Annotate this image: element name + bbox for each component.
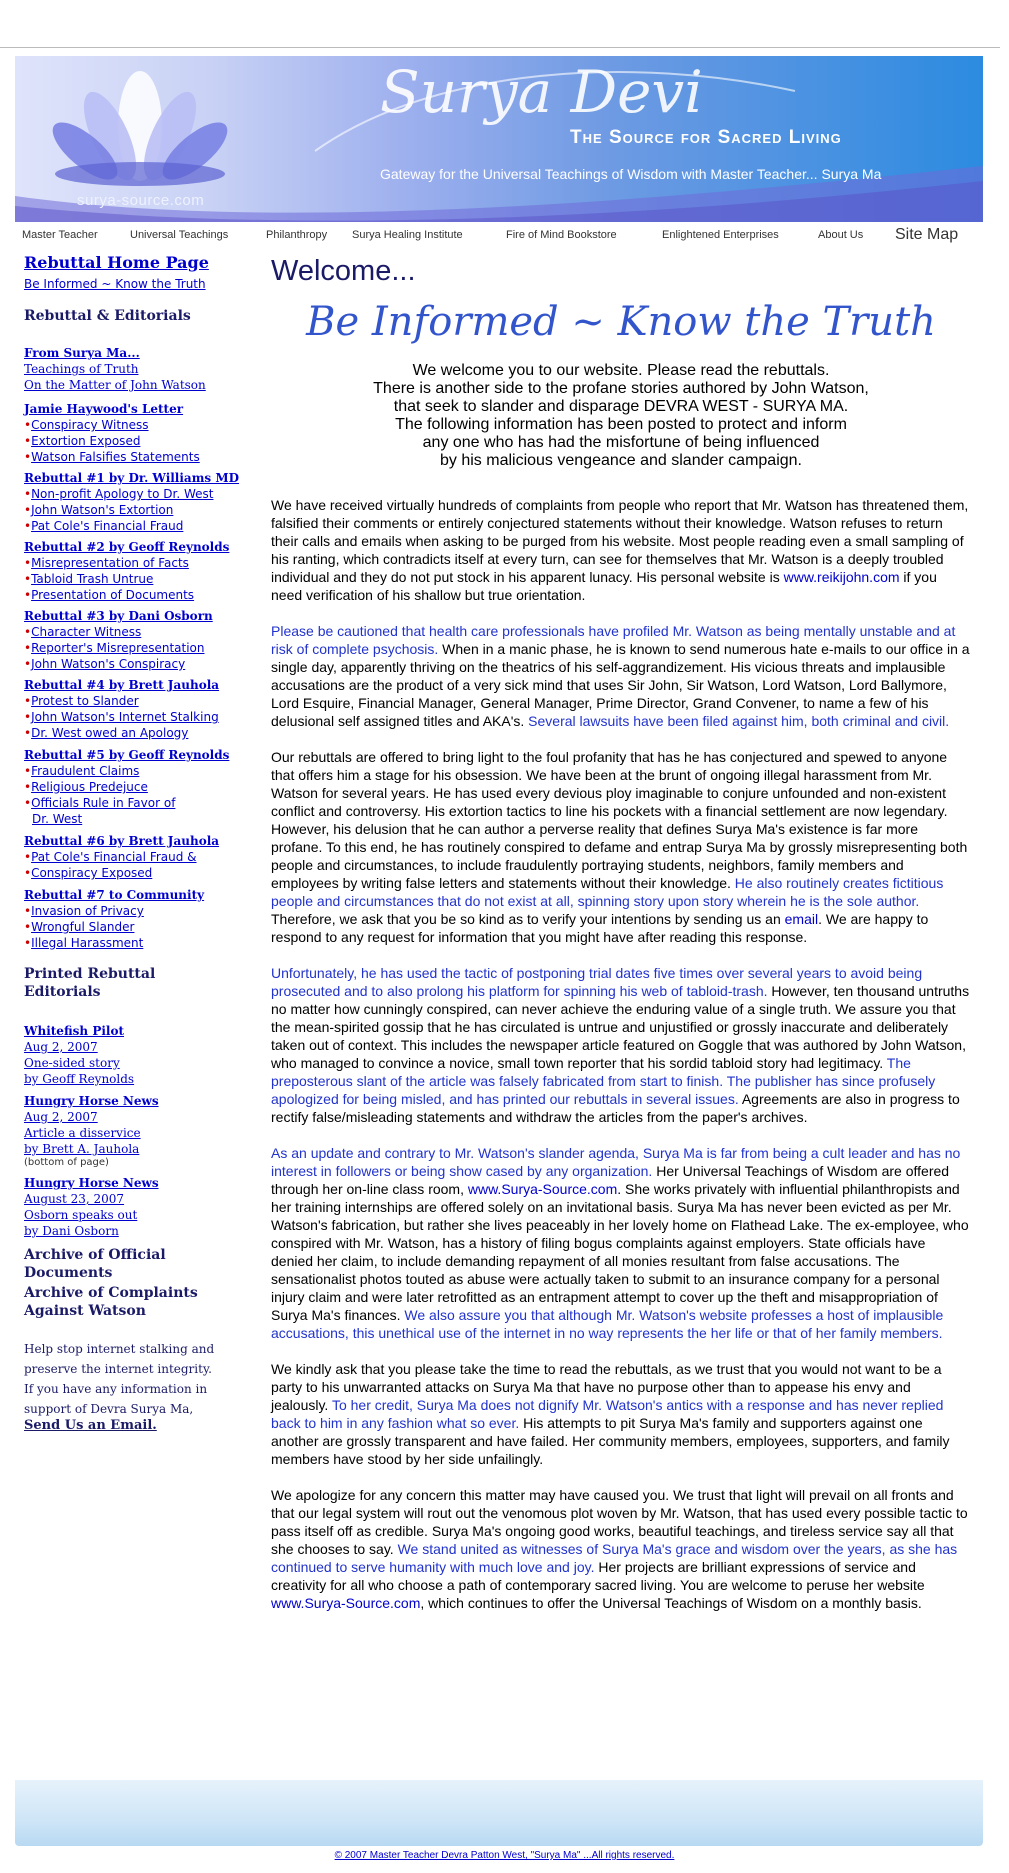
reikijohn-link[interactable]: www.reikijohn.com <box>783 569 900 585</box>
paragraph-1 <box>271 496 971 604</box>
brand-gateway: Gateway for the Universal Teachings of Wisdom with Master Teacher... Surya Ma <box>380 166 882 182</box>
paragraph-7 <box>271 1486 971 1612</box>
group-title[interactable]: Rebuttal #6 by Brett Jauhola <box>24 834 220 848</box>
rebuttal-group <box>24 677 254 741</box>
brand-tagline: The Source for Sacred Living <box>570 127 842 148</box>
rebuttal-group <box>24 401 254 465</box>
group-link[interactable]: Watson Falsifies Statements <box>31 450 200 464</box>
group-item: •Non-profit Apology to Dr. West <box>24 487 214 501</box>
welcome-heading: Welcome... <box>271 255 416 287</box>
group-link[interactable]: Pat Cole's Financial Fraud <box>31 519 184 533</box>
nav-fire-of-mind-bookstore[interactable]: Fire of Mind Bookstore <box>506 229 617 241</box>
nav-site-map[interactable]: Site Map <box>895 226 959 243</box>
intro-line: any one who has had the misfortune of being influenced <box>422 434 820 451</box>
highlight-run: As an update and contrary to Mr. Watson's slander agenda, Surya Ma is far from being a cult leader and has no interest in followers or being show cased by any organization. <box>271 1145 961 1179</box>
nav-about-us[interactable]: About Us <box>818 229 864 241</box>
main-content <box>271 254 971 1612</box>
printed-line[interactable]: by Dani Osborn <box>24 1224 119 1238</box>
group-title[interactable]: Rebuttal #1 by Dr. Williams MD <box>24 471 240 485</box>
group-link[interactable]: Dr. West owed an Apology <box>31 726 189 740</box>
slogan-heading: Be Informed ~ Know the Truth <box>306 299 936 345</box>
brand-title: Surya Devi <box>380 58 703 126</box>
intro-line: We welcome you to our website. Please read the rebuttals. <box>412 362 830 379</box>
surya-group-title[interactable]: From Surya Ma... <box>24 346 140 360</box>
nav-enlightened-enterprises[interactable]: Enlightened Enterprises <box>662 229 779 241</box>
group-link[interactable]: Tabloid Trash Untrue <box>31 572 154 586</box>
printed-line[interactable]: Osborn speaks out <box>24 1208 138 1222</box>
text-run: if you need verification of his shallow but true orientation. <box>271 569 937 603</box>
printed-line[interactable]: by Geoff Reynolds <box>24 1072 135 1086</box>
group-item: •Extortion Exposed <box>24 434 141 448</box>
group-link[interactable]: Illegal Harassment <box>31 936 144 950</box>
top-navigation <box>22 226 982 248</box>
printed-line[interactable]: Aug 2, 2007 <box>24 1040 98 1054</box>
footer-wave <box>15 1780 983 1846</box>
highlight-run: We stand united as witnesses of Surya Ma's grace and wisdom over the years, as she has continued to serve humanity with much love and joy. <box>271 1541 958 1575</box>
copyright-link[interactable]: © 2007 Master Teacher Devra Patton West, "Surya Ma" ...All rights reserved. <box>334 1850 675 1861</box>
group-link[interactable]: Wrongful Slander <box>31 920 135 934</box>
email-link[interactable]: email <box>784 911 819 927</box>
rebuttal-group <box>24 608 254 672</box>
group-link[interactable]: John Watson's Extortion <box>31 503 174 517</box>
paragraph-4 <box>271 964 971 1126</box>
printed-heading: Printed Rebuttal Editorials <box>24 966 156 1000</box>
surya-group <box>24 345 254 393</box>
group-link[interactable]: John Watson's Internet Stalking <box>31 710 219 724</box>
paragraph-5 <box>271 1144 971 1342</box>
printed-title[interactable]: Whitefish Pilot <box>24 1024 125 1038</box>
group-title[interactable]: Rebuttal #2 by Geoff Reynolds <box>24 540 230 554</box>
printed-line[interactable]: Aug 2, 2007 <box>24 1110 98 1124</box>
text-run: . She works privately with influential philanthropists and her training internships are offered solely on an invitational basis. Surya Ma has never been evicted as per Mr. Watson's fabrication, but rather she lives peaceably in her lovely home on Flathead Lake. The ex-employee, who conspired with Mr. Watson, has a history of filing bogus complaints against employers. State officials have denied her claim, to include demanding repayment of all monies resultant from false accusations. The sensationalist photos touted as abuse were actually taken to submit to an insurance company for a personal injury claim and were later retrofitted as an entrapment attempt to cover up the theft and misappropriation of Surya Ma's finances. <box>271 1181 969 1323</box>
group-item: •Reporter's Misrepresentation <box>24 641 205 655</box>
group-item: •Protest to Slander <box>24 694 139 708</box>
group-link[interactable]: Extortion Exposed <box>31 434 141 448</box>
intro-line: The following information has been posted to protect and inform <box>395 416 847 433</box>
text-run: His attempts to pit Surya Ma's family and supporters against one another are grossly transparent and have failed. Her community members, employees, supporters, and family members have stood by her side unfailingly. <box>271 1415 950 1467</box>
rebuttal-group <box>24 887 254 951</box>
know-truth-link[interactable]: Be Informed ~ Know the Truth <box>24 277 206 291</box>
text-run: Therefore, we ask that you be so kind as to verify your intentions by sending us an <box>271 911 785 927</box>
paragraph-2 <box>271 622 971 730</box>
group-item: •Conspiracy Witness <box>24 418 149 432</box>
surya-line[interactable]: On the Matter of John Watson <box>24 378 206 392</box>
group-title[interactable]: Rebuttal #7 to Community <box>24 888 205 902</box>
highlight-run: He also routinely creates fictitious people and circumstances that do not exist at all, spinning story upon story wherein he is the sole author. <box>271 875 944 909</box>
printed-item <box>24 1093 254 1169</box>
text-run: Her projects are brilliant expressions of service and creativity for all who choose a path of contemporary sacred living. You are welcome to peruse her website <box>271 1559 925 1593</box>
surya-source-link[interactable]: www.Surya-Source.com <box>467 1181 618 1197</box>
lotus-logo-icon <box>35 56 245 196</box>
group-link[interactable]: Religious Predejuce <box>31 780 148 794</box>
send-email-link[interactable]: Send Us an Email. <box>24 1418 157 1433</box>
text-run: However, ten thousand untruths no matter how cunningly conspired, can never achieve the enduring value of a single truth. We assure you that the mean-spirited gossip that he has circulated is untrue and unjustified or grossly inaccurate and deliberately taken out of context. This includes the newspaper article featured on Goggle that was authored by John Watson, who managed to convince a novice, small town reporter that his sordid tabloid story had legitimacy. <box>271 983 970 1071</box>
group-link[interactable]: Misrepresentation of Facts <box>31 556 189 570</box>
group-item: •Misrepresentation of Facts <box>24 556 189 570</box>
group-item: •Officials Rule in Favor of Dr. West <box>24 796 176 826</box>
text-run: Our rebuttals are offered to bring light to the foul profanity that has he has conjectured and spewed to anyone that offers him a stage for his obsession. We have been at the brunt of ongoing illegal harassment from Mr. Watson for several years. He has used every devious ploy imaginable to conjure unfounded and non-existent conflict and controversy. His extortion tactics to line his pockets with a financial settlement are now legendary. However, his delusion that he can author a perverse reality that defines Surya Ma's existence is far more profane. To this end, he has routinely conspired to defame and entrap Surya Ma by grossly misrepresenting both people and circumstances, to include fraudulently portraying students, neighbors, family members and employees by writing false letters and statements without their knowledge. <box>271 749 968 891</box>
group-item: •Character Witness <box>24 625 142 639</box>
group-item: •Conspiracy Exposed <box>24 866 153 880</box>
rebuttal-group <box>24 470 254 534</box>
group-item: •Dr. West owed an Apology <box>24 726 189 740</box>
group-item: •Fraudulent Claims <box>24 764 140 778</box>
group-link[interactable]: John Watson's Conspiracy <box>31 657 186 671</box>
group-title[interactable]: Jamie Haywood's Letter <box>24 402 184 416</box>
highlight-run: Unfortunately, he has used the tactic of postponing trial dates five times over several years to avoid being prosecuted and to also prolong his platform for spinning his web of tabloid-trash. <box>271 965 923 999</box>
rebuttals-heading: Rebuttal & Editorials <box>24 308 191 324</box>
printed-item <box>24 1175 254 1239</box>
group-link[interactable]: Fraudulent Claims <box>31 764 140 778</box>
archive-docs-link[interactable]: Archive of Official Documents <box>24 1247 166 1281</box>
text-run: We kindly ask that you please take the time to read the rebuttals, as we trust that you would not want to be a party to his unwarranted attacks on Surya Ma that have no purpose other than to appease his envy and jealously. <box>271 1361 942 1413</box>
group-link[interactable]: Officials Rule in Favor of Dr. West <box>31 796 176 826</box>
text-run: When in a manic phase, he is known to send numerous hate e-mails to our office in a single day, apparently thriving on the theatrics of his self-aggrandizement. His vicious threats and implausible accusations are the product of a very sick mind that uses Sir John, Sir Watson, Lord Watson, Lord Ballymore, Lord Esquire, Financial Manager, General Manager, Prime Director, Grand Convener, to name a few of his delusional self assigned titles and AKA's. <box>271 641 970 729</box>
printed-line[interactable]: One-sided story <box>24 1056 120 1070</box>
group-item: •Pat Cole's Financial Fraud & <box>24 850 197 864</box>
group-item: •John Watson's Internet Stalking <box>24 710 219 724</box>
intro-line: There is another side to the profane stories authored by John Watson, <box>373 380 869 397</box>
printed-item <box>24 1023 254 1087</box>
group-title[interactable]: Rebuttal #3 by Dani Osborn <box>24 609 213 623</box>
group-title[interactable]: Rebuttal #5 by Geoff Reynolds <box>24 748 230 762</box>
group-item: •John Watson's Conspiracy <box>24 657 186 671</box>
text-run: We apologize for any concern this matter may have caused you. We trust that light will prevail on all fronts and that our legal system will rout out the venomous plot woven by Mr. Watson, that has used every possible tactic to pass itself off as credible. Surya Ma's ongoing good works, beautiful teachings, and tireless service say all that she chooses to say. <box>271 1487 968 1557</box>
group-link[interactable]: Protest to Slander <box>31 694 139 708</box>
paragraph-3 <box>271 748 971 946</box>
intro-block <box>271 362 971 470</box>
nav-surya-healing-institute[interactable]: Surya Healing Institute <box>352 229 463 241</box>
highlight-run: To her credit, Surya Ma does not dignify Mr. Watson's antics with a response and has never replied back to him in any fashion what so ever. <box>271 1397 944 1431</box>
archive-complaints-link[interactable]: Archive of Complaints Against Watson <box>24 1285 198 1319</box>
help-block <box>24 1338 224 1433</box>
text-run: Agreements are also in progress to rectify false/misleading statements and withdraw the articles from the paper's archives. <box>271 1091 960 1125</box>
printed-line[interactable]: Article a disservice <box>24 1126 141 1140</box>
help-text: Help stop internet stalking and preserve the internet integrity. If you have any information in support of Devra Surya Ma, <box>24 1342 215 1416</box>
rebuttal-group <box>24 539 254 603</box>
text-run: , which continues to offer the Universal Teachings of Wisdom on a monthly basis. <box>420 1595 922 1611</box>
group-item: •Pat Cole's Financial Fraud <box>24 519 184 533</box>
group-item: •Illegal Harassment <box>24 936 144 950</box>
group-link[interactable]: Conspiracy Witness <box>31 418 149 432</box>
group-title[interactable]: Rebuttal #4 by Brett Jauhola <box>24 678 220 692</box>
nav-master-teacher[interactable]: Master Teacher <box>22 229 98 241</box>
printed-line[interactable]: by Brett A. Jauhola <box>24 1142 140 1156</box>
surya-source-link[interactable]: www.Surya-Source.com <box>271 1595 421 1611</box>
group-item: •John Watson's Extortion <box>24 503 174 517</box>
header-banner <box>15 56 983 222</box>
printed-note: (bottom of page) <box>24 1157 109 1168</box>
group-item: •Religious Predejuce <box>24 780 148 794</box>
nav-universal-teachings[interactable]: Universal Teachings <box>130 229 229 241</box>
group-item: •Tabloid Trash Untrue <box>24 572 154 586</box>
group-item: •Wrongful Slander <box>24 920 135 934</box>
rebuttal-home-link[interactable]: Rebuttal Home Page <box>24 253 209 272</box>
highlight-run: The preposterous slant of the article was falsely fabricated from start to finish. The publisher has since profusely apologized for being misled, and has printed our rebuttals in several issues. <box>271 1055 936 1107</box>
nav-philanthropy[interactable]: Philanthropy <box>266 229 328 241</box>
surya-line[interactable]: Teachings of Truth <box>24 362 139 376</box>
group-item: •Watson Falsifies Statements <box>24 450 200 464</box>
group-link[interactable]: Reporter's Misrepresentation <box>31 641 205 655</box>
intro-line: that seek to slander and disparage DEVRA WEST - SURYA MA. <box>393 398 849 415</box>
site-url: surya-source.com <box>77 192 205 209</box>
rebuttal-group <box>24 833 254 881</box>
group-link[interactable]: Non-profit Apology to Dr. West <box>31 487 214 501</box>
rebuttal-group <box>24 747 254 827</box>
text-run: Her Universal Teachings of Wisdom are offered through her on-line class room, <box>271 1163 950 1197</box>
paragraph-6 <box>271 1360 971 1468</box>
highlight-run: We also assure you that although Mr. Watson's website professes a host of implausible accusations, this unethical use of the internet in no way represents the her life or that of her family members. <box>271 1307 944 1341</box>
printed-title[interactable]: Hungry Horse News <box>24 1094 159 1108</box>
group-link[interactable]: Character Witness <box>31 625 142 639</box>
printed-line[interactable]: August 23, 2007 <box>24 1192 125 1206</box>
group-link[interactable]: Pat Cole's Financial Fraud & <box>31 850 197 864</box>
printed-title[interactable]: Hungry Horse News <box>24 1176 159 1190</box>
intro-line: by his malicious vengeance and slander campaign. <box>440 452 802 469</box>
group-link[interactable]: Presentation of Documents <box>31 588 195 602</box>
group-link[interactable]: Conspiracy Exposed <box>31 866 153 880</box>
group-item: •Invasion of Privacy <box>24 904 144 918</box>
group-link[interactable]: Invasion of Privacy <box>31 904 144 918</box>
highlight-run: Several lawsuits have been filed against him, both criminal and civil. <box>524 713 950 729</box>
highlight-run: Please be cautioned that health care professionals have profiled Mr. Watson as being mentally unstable and at risk of complete psychosis. <box>271 623 956 657</box>
top-divider <box>0 47 1000 48</box>
group-item: •Presentation of Documents <box>24 588 195 602</box>
text-run: . We are happy to respond to any request for information that you might have after reading this response. <box>271 911 929 945</box>
text-run: We have received virtually hundreds of complaints from people who report that Mr. Watson has threatened them, falsified their comments or entirely conjectured statements without their knowledge. Watson refuses to return their calls and emails when asking to be purged from his website. Most people reading even a small sampling of his ranting, which contradicts itself at every turn, can see for themselves that Mr. Watson is a deeply troubled individual and they do not put stock in his apparent lunacy. His personal website is <box>271 497 969 585</box>
